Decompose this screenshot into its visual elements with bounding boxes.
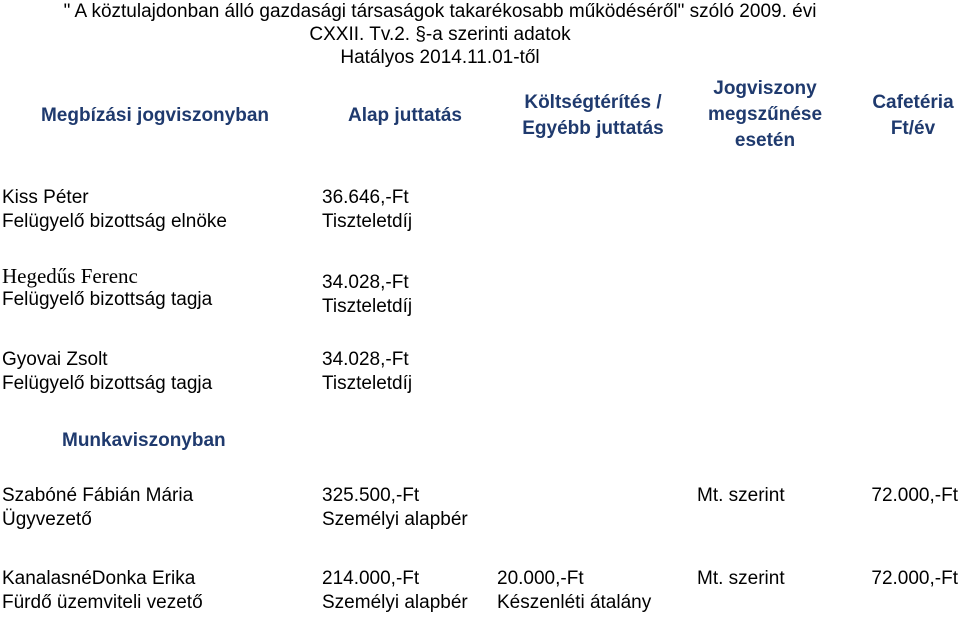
header-megbizasi: Megbízási jogviszonyban [40, 105, 270, 126]
pay-amount: 325.500,-Ft [322, 485, 420, 506]
header-jogviszony-line-1: Jogviszony [713, 78, 817, 99]
pay-type: Tiszteletdíj [322, 296, 413, 317]
document-title [0, 0, 880, 69]
header-jogviszony-line-3: esetén [734, 130, 796, 151]
person-name: Kiss Péter [2, 187, 89, 208]
pay-amount: 36.646,-Ft [322, 187, 409, 208]
pay-type: Személyi alapbér [322, 509, 468, 530]
person-role: Felügyelő bizottság elnöke [2, 211, 227, 232]
cafeteria-kanalasne: 72.000,-Ft [871, 568, 958, 589]
header-cafeteria [858, 90, 960, 142]
header-koltseg-line-1: Költségtérítés / [524, 92, 662, 113]
header-jogviszony [690, 76, 840, 154]
pay-kanalasne [322, 567, 468, 615]
koltseg-type: Készenléti átalány [497, 592, 652, 613]
list-item-szabone [2, 484, 193, 532]
pay-szabone [322, 484, 468, 532]
list-item-kanalasne [2, 567, 203, 615]
header-alap-juttatas: Alap juttatás [347, 105, 463, 126]
list-item-hegedus-ferenc [2, 264, 212, 312]
person-role: Felügyelő bizottság tagja [2, 289, 213, 310]
section-munkaviszonyban: Munkaviszonyban [62, 430, 226, 451]
jogviszony-szabone: Mt. szerint [697, 485, 785, 506]
header-cafeteria-line-1: Cafetéria [872, 92, 954, 113]
person-name: Szabóné Fábián Mária [2, 485, 194, 506]
person-name: Hegedűs Ferenc [2, 264, 138, 288]
cafeteria-szabone: 72.000,-Ft [871, 485, 958, 506]
jogviszony-kanalasne: Mt. szerint [697, 568, 785, 589]
person-role: Fürdő üzemviteli vezető [2, 592, 203, 613]
header-cafeteria-line-2: Ft/év [890, 118, 936, 139]
person-role: Felügyelő bizottság tagja [2, 373, 213, 394]
pay-type: Tiszteletdíj [322, 211, 413, 232]
pay-gyovai-zsolt [322, 348, 412, 396]
header-koltseg-line-2: Egyébb juttatás [522, 118, 664, 139]
koltseg-amount: 20.000,-Ft [497, 568, 584, 589]
header-jogviszony-line-2: megszűnése [707, 104, 823, 125]
pay-type: Tiszteletdíj [322, 373, 413, 394]
pay-hegedus-ferenc [322, 271, 412, 319]
pay-kiss-peter [322, 186, 412, 234]
list-item-kiss-peter [2, 186, 227, 234]
pay-amount: 214.000,-Ft [322, 568, 420, 589]
pay-type: Személyi alapbér [322, 592, 468, 613]
person-role: Ügyvezető [2, 509, 92, 530]
header-koltsegterites [498, 90, 688, 142]
title-line-3: Hatályos 2014.11.01-től [340, 47, 540, 68]
list-item-gyovai-zsolt [2, 348, 212, 396]
person-name: KanalasnéDonka Erika [2, 568, 196, 589]
koltseg-kanalasne [497, 567, 651, 615]
pay-amount: 34.028,-Ft [322, 349, 409, 370]
title-line-1: " A köztulajdonban álló gazdasági társaságok takarékosabb működéséről" szóló 2009. évi [63, 1, 817, 22]
title-line-2: CXXII. Tv.2. §-a szerinti adatok [309, 24, 571, 45]
pay-amount: 34.028,-Ft [322, 272, 409, 293]
person-name: Gyovai Zsolt [2, 349, 108, 370]
